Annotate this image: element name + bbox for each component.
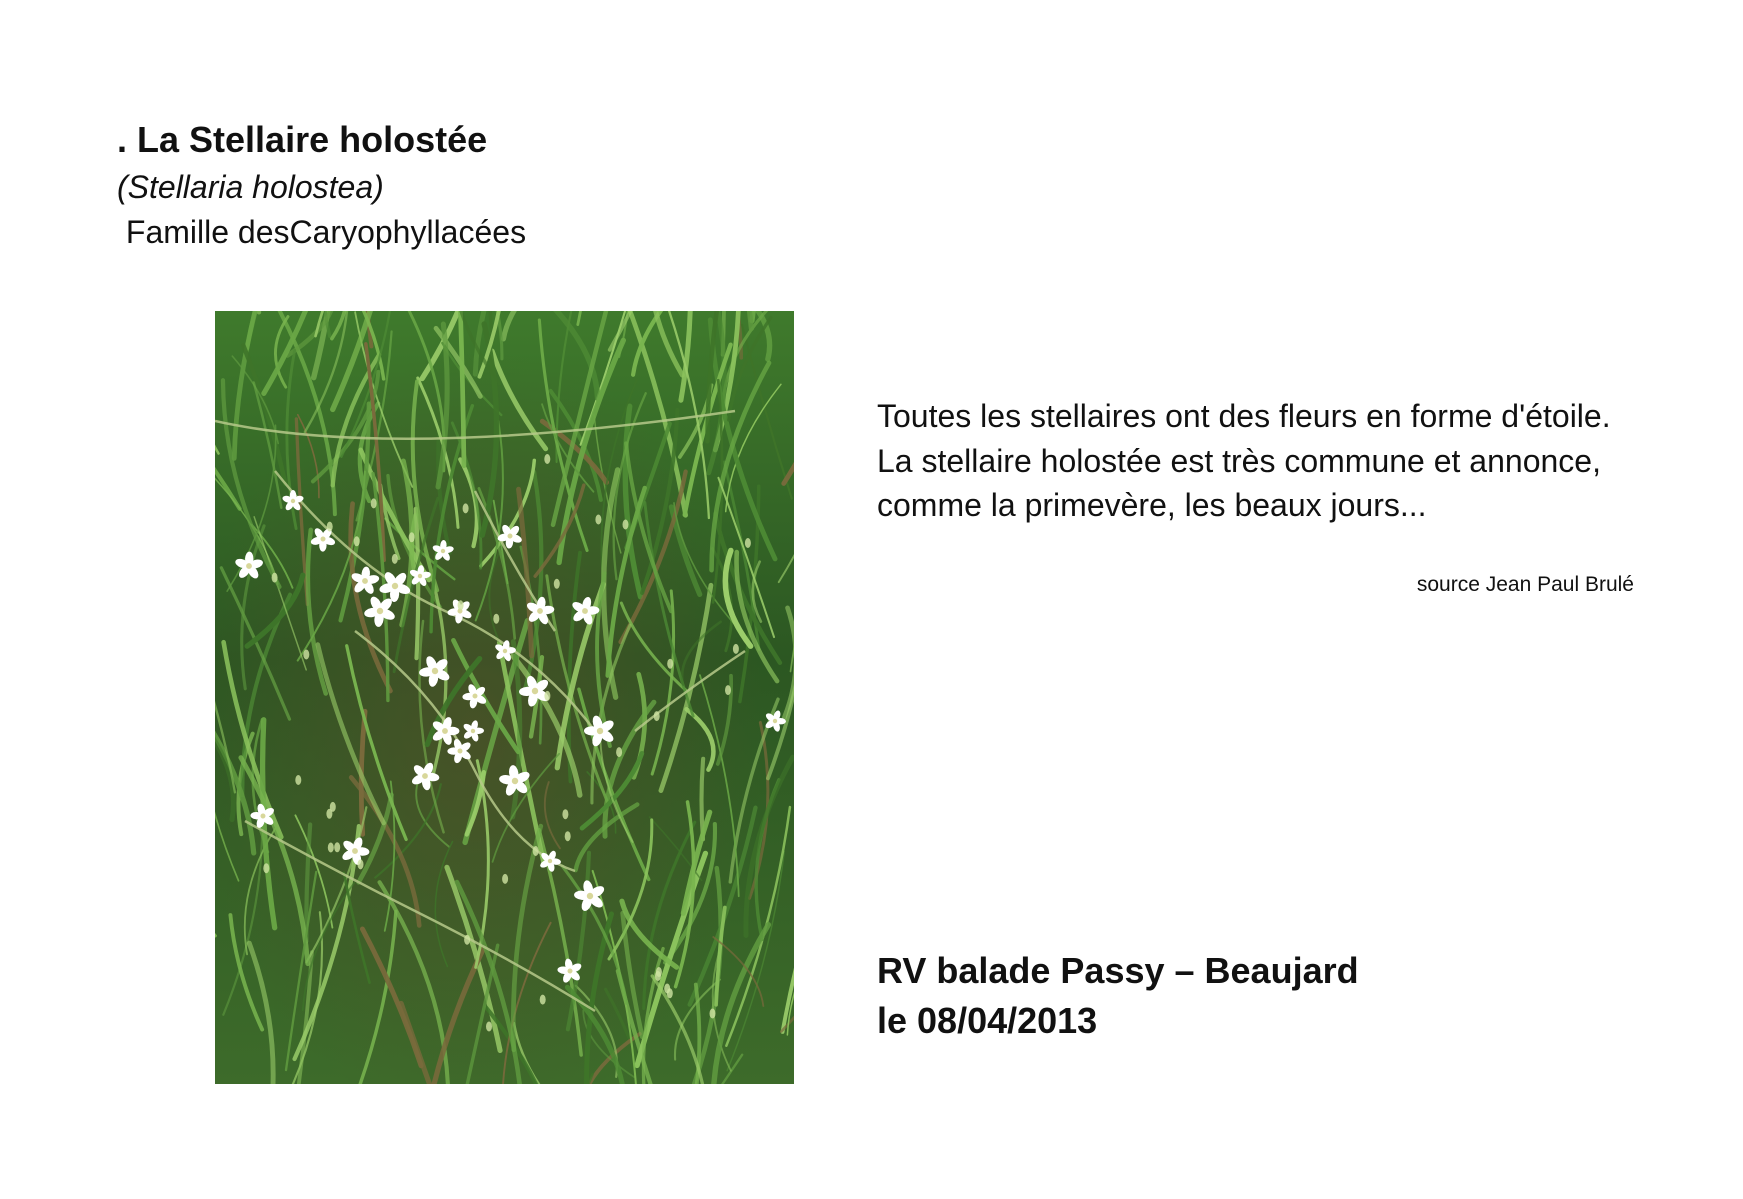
latin-name: (Stellaria holostea) bbox=[117, 169, 384, 205]
description-paragraph-1: Toutes les stellaires ont des fleurs en forme d'étoile. bbox=[877, 398, 1611, 434]
description-text bbox=[877, 394, 1677, 528]
event-title: RV balade Passy – Beaujard bbox=[877, 950, 1359, 991]
event-date: le 08/04/2013 bbox=[877, 1000, 1098, 1041]
event-info bbox=[877, 946, 1359, 1046]
source-credit: source Jean Paul Brulé bbox=[1416, 573, 1634, 596]
flower-photo bbox=[215, 311, 794, 1084]
flower-photo-illustration bbox=[215, 311, 794, 1084]
plant-family: Famille desCaryophyllacées bbox=[117, 214, 527, 250]
page-title: . La Stellaire holostée bbox=[117, 119, 488, 160]
description-paragraph-2: La stellaire holostée est très commune et annonce, comme la primevère, les beaux jours... bbox=[877, 442, 1601, 523]
